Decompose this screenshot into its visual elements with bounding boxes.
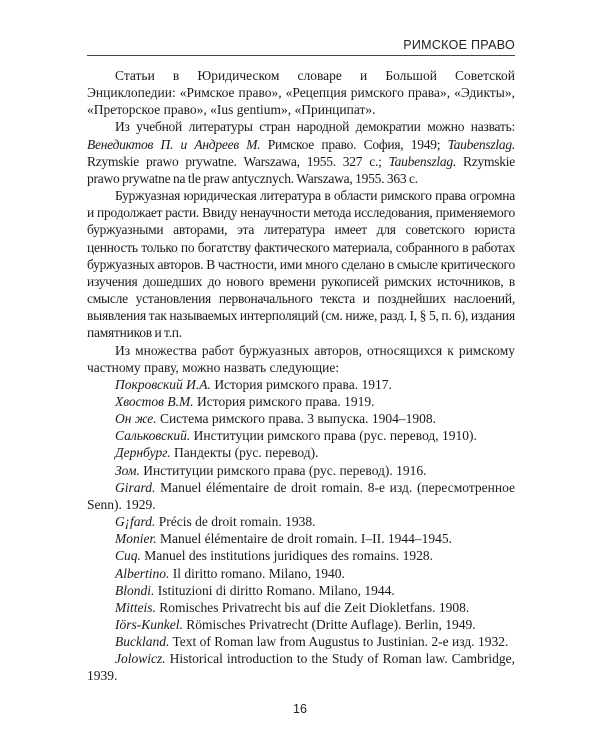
reference-title: Manuel élémentaire de droit romain. 8-е изд. (пересмотренное Senn). 1929. (87, 479, 515, 512)
reference-title: Система римского права. 3 выпуска. 1904–1908. (156, 411, 437, 427)
reference-author: Покровский И.А. (115, 376, 211, 392)
reference-title: Manuel des institutions juridiques des romains. 1928. (140, 548, 433, 564)
reference-author: Хвостов В.М. (115, 393, 194, 409)
page-number: 16 (293, 702, 307, 716)
p2-title-2: Rzymskie prawo prywatne. Warszawa, 1955. 327 с.; (87, 153, 389, 169)
reference-author: Jolowicz. (115, 651, 166, 667)
reference-item (87, 565, 515, 582)
reference-item (87, 376, 515, 393)
reference-title: История римского права. 1919. (193, 393, 375, 409)
header-rule (87, 55, 515, 56)
reference-title: Römisches Privatrecht (Dritte Auflage). Berlin, 1949. (182, 617, 476, 632)
reference-author: Сальковский. (115, 428, 191, 444)
page-body (87, 67, 515, 685)
reference-item (87, 513, 515, 530)
reference-item (87, 616, 515, 633)
reference-item (87, 633, 515, 650)
reference-author: Blondi. (115, 582, 155, 598)
p2-author-2: Taubenszlag. (447, 136, 516, 152)
reference-author: Girard. (115, 479, 156, 495)
reference-author: G¡fard. (115, 514, 156, 530)
reference-author: Monier. (115, 531, 157, 547)
reference-title: Il diritto romano. Milano, 1940. (169, 565, 345, 581)
p2-authors: Венедиктов П. и Андреев М. (87, 136, 261, 152)
reference-item (87, 530, 515, 547)
reference-title: Институции римского права (рус. перевод, 1910). (190, 428, 477, 444)
reference-item (87, 599, 515, 616)
p2-title-1: Римское право. София, 1949; (260, 136, 448, 152)
reference-item (87, 444, 515, 461)
reference-item (87, 650, 515, 684)
reference-author: Он же. (115, 411, 157, 427)
running-header: РИМСКОЕ ПРАВО (403, 38, 515, 52)
reference-item (87, 427, 515, 444)
reference-author: Дернбург. (115, 445, 171, 461)
reference-title: Romisches Privatrecht bis auf die Zeit Diokletfans. 1908. (155, 599, 470, 615)
reference-title: История римского права. 1917. (210, 376, 392, 392)
reference-title: Istituzioni di diritto Romano. Milano, 1944. (154, 582, 395, 598)
reference-title: Пандекты (рус. перевод). (170, 445, 319, 461)
reference-item (87, 547, 515, 564)
reference-item (87, 393, 515, 410)
reference-author: Buckland. (115, 634, 170, 650)
p2-author-3: Taubenszlag. (388, 153, 457, 169)
paragraph-peoples-democracy-literature (87, 118, 515, 187)
paragraph-list-intro: Из множества работ буржуазных авторов, относящихся к римскому частному праву, можно назвать следующие: (87, 342, 515, 375)
reference-author: Albertino. (115, 565, 170, 581)
p2-intro: Из учебной литературы стран народной демократии можно назвать: (115, 119, 515, 135)
reference-author: Зом. (115, 462, 140, 478)
paragraph-encyclopedia-articles: Статьи в Юридическом словаре и Большой Советской Энциклопедии: «Римское право», «Рецепция римского права», «Эдикты», «Преторское право», «Ius gentium», «Принципат». (87, 68, 515, 118)
reference-item (87, 479, 515, 513)
reference-item (87, 582, 515, 599)
reference-item (87, 410, 515, 427)
reference-title: Précis de droit romain. 1938. (155, 514, 316, 530)
reference-author: Mitteis. (115, 599, 156, 615)
reference-list (87, 376, 515, 685)
paragraph-bourgeois-literature: Буржуазная юридическая литература в области римского права огромна и продолжает расти. Ввиду ненаучности метода исследования, применяемого буржуазными авторами, эта литература имеет для советского юриста ценность только по богатству фактического материала, собранного в работах буржуазных авторов. В частности, ими много сделано в смысле критического изучения дошедших до нового времени рукописей римских источников, в смысле установления первоначального текста и позднейших наслоений, выявления так называемых интерполяций (см. ниже, разд. I, § 5, п. 6), издания памятников и т.п. (87, 188, 515, 341)
reference-title: Manuel élémentaire de droit romain. I–II. 1944–1945. (156, 531, 453, 547)
reference-title: Институции римского права (рус. перевод). 1916. (139, 462, 427, 478)
reference-title: Historical introduction to the Study of Roman law. Cambridge, 1939. (87, 651, 515, 684)
reference-item (87, 462, 515, 479)
reference-author: Iörs-Kunkel. (115, 617, 183, 632)
reference-author: Cuq. (115, 548, 141, 564)
p2-title-3: Rzymskie prawo prywatne na tle praw antycznych. Warszawa, 1955. 363 с. (87, 153, 515, 186)
reference-title: Text of Roman law from Augustus to Justinian. 2-е изд. 1932. (169, 634, 509, 650)
